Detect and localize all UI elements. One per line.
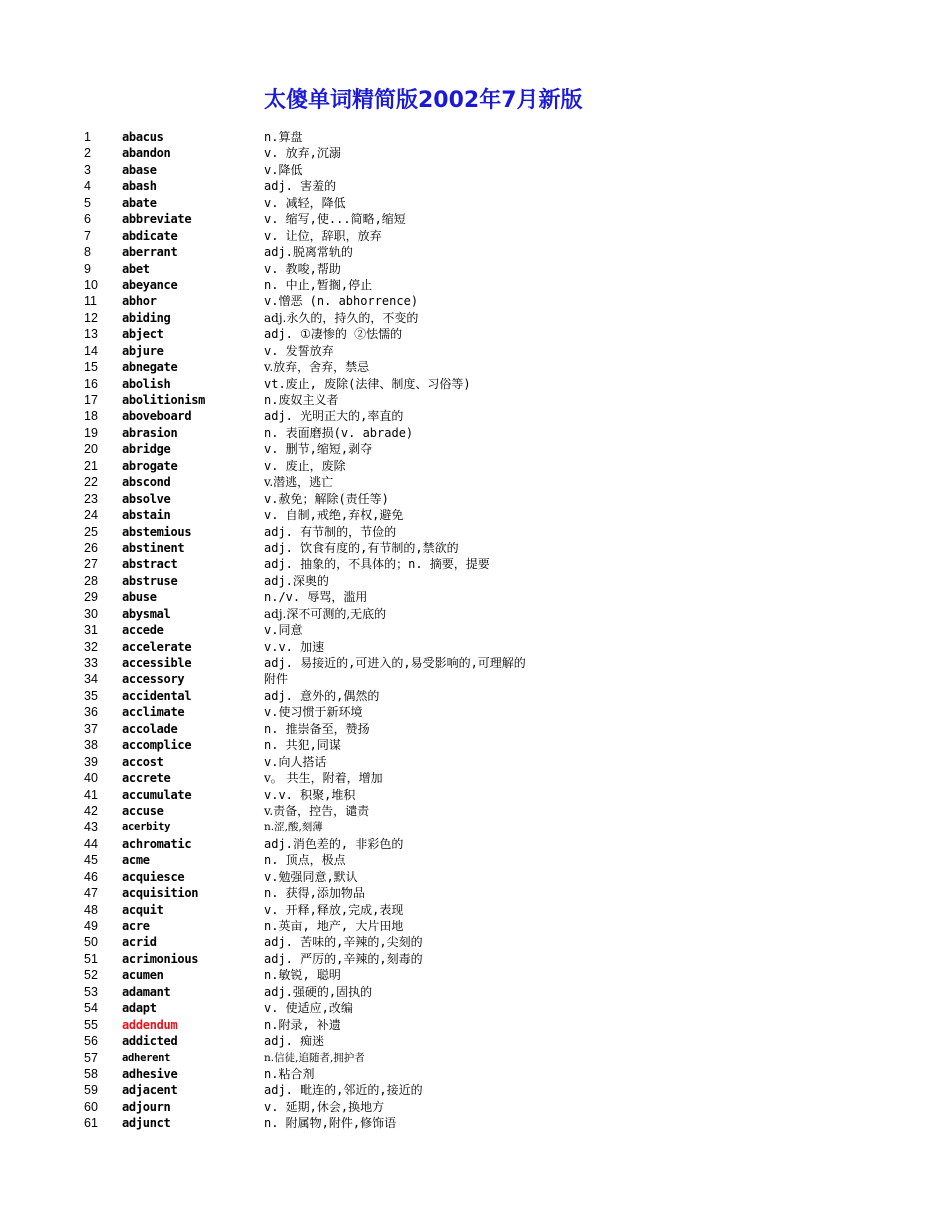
- list-item: [0, 441, 950, 457]
- list-item: [0, 556, 950, 572]
- list-item: [0, 1115, 950, 1131]
- list-item: [0, 1000, 950, 1016]
- entry-number: 36: [84, 705, 98, 720]
- entry-number: 24: [84, 508, 98, 523]
- entry-number: 32: [84, 639, 98, 654]
- list-item: [0, 540, 950, 556]
- entry-word: abiding: [122, 310, 171, 325]
- entry-number: 50: [84, 935, 98, 950]
- entry-definition: adj. 意外的,偶然的: [264, 688, 380, 703]
- list-item: [0, 392, 950, 408]
- list-item: [0, 1017, 950, 1033]
- entry-definition: n. 附属物,附件,修饰语: [264, 1116, 397, 1131]
- page-title: 太傻单词精简版2002年7月新版: [264, 88, 583, 113]
- entry-number: 31: [84, 623, 98, 638]
- entry-definition: n.敏锐, 聪明: [264, 968, 341, 983]
- list-item: [0, 984, 950, 1000]
- entry-definition: adj.永久的，持久的，不变的: [264, 310, 419, 325]
- entry-number: 27: [84, 557, 98, 572]
- entry-definition: n.废奴主义者: [264, 393, 339, 407]
- list-item: [0, 803, 950, 819]
- entry-word: abet: [122, 261, 150, 276]
- entry-number: 35: [84, 688, 98, 703]
- entry-definition: n. 中止,暂搁,停止: [264, 277, 373, 292]
- entry-word: acrid: [122, 935, 157, 950]
- entry-definition: adj.消色差的, 非彩色的: [264, 836, 404, 851]
- entry-word: abstinent: [122, 540, 185, 555]
- entry-definition: v.放弃，舍弃，禁忌: [264, 360, 370, 375]
- entry-word: accelerate: [122, 639, 192, 654]
- entry-definition: v.v. 加速: [264, 639, 325, 654]
- entry-definition: n.涩,酸,刻薄: [264, 821, 323, 834]
- entry-word: abstract: [122, 557, 178, 572]
- entry-number: 44: [84, 836, 98, 851]
- entry-definition: adj. 抽象的，不具体的；n. 摘要，提要: [264, 557, 490, 572]
- list-item: [0, 639, 950, 655]
- list-item: [0, 293, 950, 309]
- entry-word: abhor: [122, 294, 157, 309]
- list-item: [0, 1050, 950, 1066]
- entry-word: abject: [122, 327, 164, 342]
- entry-word: acme: [122, 853, 150, 868]
- entry-word: adamant: [122, 984, 171, 999]
- entry-number: 11: [84, 294, 97, 309]
- entry-word: addendum: [122, 1017, 178, 1032]
- list-item: [0, 425, 950, 441]
- entry-number: 51: [84, 951, 98, 966]
- entry-word: abstruse: [122, 573, 178, 588]
- entry-number: 41: [84, 787, 98, 802]
- entry-definition: adj. 苦味的,辛辣的,尖刻的: [264, 935, 423, 950]
- entry-word: accolade: [122, 721, 178, 736]
- list-item: [0, 754, 950, 770]
- entry-number: 48: [84, 902, 98, 917]
- entry-word: abate: [122, 195, 157, 210]
- entry-number: 55: [84, 1017, 98, 1032]
- list-item: [0, 359, 950, 375]
- entry-word: abnegate: [122, 360, 178, 375]
- list-item: [0, 408, 950, 424]
- entry-definition: v. 删节,缩短,剥夺: [264, 442, 373, 457]
- entry-number: 42: [84, 803, 98, 818]
- entry-definition: adj.强硬的,固执的: [264, 984, 373, 999]
- entry-number: 8: [84, 245, 91, 260]
- entry-number: 10: [84, 277, 98, 292]
- entry-number: 29: [84, 590, 98, 605]
- entry-number: 16: [84, 376, 98, 391]
- list-item: [0, 1099, 950, 1115]
- list-item: [0, 852, 950, 868]
- entry-number: 40: [84, 771, 98, 786]
- entry-number: 2: [84, 146, 91, 161]
- list-item: [0, 655, 950, 671]
- entry-definition: adj.深不可测的,无底的: [264, 606, 387, 621]
- entry-definition: n. 推崇备至，赞扬: [264, 721, 370, 736]
- entry-word: abbreviate: [122, 212, 192, 227]
- entry-number: 9: [84, 261, 91, 276]
- entry-definition: v. 自制,戒绝,弃权,避免: [264, 508, 404, 523]
- entry-definition: v.降低: [264, 162, 303, 177]
- entry-number: 53: [84, 984, 98, 999]
- entry-number: 17: [84, 393, 98, 407]
- list-item: [0, 704, 950, 720]
- entry-word: adherent: [122, 1051, 171, 1064]
- entry-number: 18: [84, 409, 98, 424]
- list-item: [0, 178, 950, 194]
- entry-word: adjacent: [122, 1083, 178, 1098]
- entry-number: 7: [84, 228, 91, 243]
- entry-definition: n./v. 辱骂，滥用: [264, 590, 368, 605]
- entry-word: accomplice: [122, 738, 192, 753]
- list-item: [0, 622, 950, 638]
- entry-number: 49: [84, 919, 98, 933]
- entry-definition: v. 开释,释放,完成,表现: [264, 902, 404, 917]
- entry-number: 61: [84, 1116, 98, 1131]
- entry-word: abacus: [122, 130, 164, 144]
- entry-definition: v。 共生，附着，增加: [264, 771, 383, 786]
- entry-number: 5: [84, 195, 91, 210]
- entry-definition: v.使习惯于新环境: [264, 705, 363, 720]
- list-item: [0, 277, 950, 293]
- entry-number: 34: [84, 672, 98, 687]
- entry-word: accessible: [122, 656, 192, 670]
- entry-definition: adj. 饮食有度的,有节制的,禁欲的: [264, 540, 459, 555]
- list-item: [0, 606, 950, 622]
- entry-word: abandon: [122, 146, 171, 161]
- list-item: [0, 671, 950, 687]
- entry-definition: adj. 毗连的,邻近的,接近的: [264, 1083, 423, 1098]
- entry-number: 45: [84, 853, 98, 868]
- entry-number: 28: [84, 573, 98, 588]
- list-item: [0, 918, 950, 934]
- entry-definition: n.附录, 补遗: [264, 1017, 341, 1032]
- entry-word: abrogate: [122, 458, 178, 473]
- entry-word: accost: [122, 754, 164, 769]
- entry-number: 60: [84, 1099, 98, 1114]
- entry-number: 47: [84, 886, 98, 901]
- entry-word: accumulate: [122, 787, 192, 802]
- entry-definition: 附件: [264, 672, 289, 687]
- entry-word: accessory: [122, 672, 185, 687]
- list-item: [0, 310, 950, 326]
- entry-definition: vt.废止, 废除(法律、制度、习俗等): [264, 376, 471, 391]
- entry-definition: n. 共犯,同谋: [264, 738, 341, 753]
- entry-word: acquiesce: [122, 869, 185, 884]
- entry-definition: v.向人搭话: [264, 754, 327, 769]
- entry-number: 57: [84, 1050, 98, 1065]
- list-item: [0, 902, 950, 918]
- entry-number: 38: [84, 738, 98, 753]
- entry-word: abeyance: [122, 277, 178, 292]
- entry-definition: v. 缩写,使...简略,缩短: [264, 212, 406, 227]
- entry-number: 33: [84, 656, 98, 670]
- list-item: [0, 129, 950, 145]
- entry-word: abridge: [122, 442, 171, 457]
- entry-word: abscond: [122, 475, 171, 490]
- entry-number: 39: [84, 754, 98, 769]
- entry-number: 20: [84, 442, 98, 457]
- entry-word: abolitionism: [122, 393, 206, 407]
- entry-definition: adj. 痴迷: [264, 1034, 325, 1049]
- list-item: [0, 458, 950, 474]
- entry-word: abrasion: [122, 425, 178, 440]
- entry-definition: v. 使适应,改编: [264, 1001, 353, 1016]
- entry-word: acquisition: [122, 886, 199, 901]
- list-item: [0, 507, 950, 523]
- list-item: [0, 1066, 950, 1082]
- entry-definition: v. 减轻，降低: [264, 195, 346, 210]
- list-item: [0, 737, 950, 753]
- list-item: [0, 1033, 950, 1049]
- entry-number: 21: [84, 458, 98, 473]
- entry-word: acclimate: [122, 705, 185, 720]
- entry-word: accuse: [122, 803, 164, 818]
- list-item: [0, 244, 950, 260]
- entry-number: 15: [84, 360, 98, 375]
- entry-word: acquit: [122, 902, 164, 917]
- entry-word: abash: [122, 179, 157, 194]
- entry-definition: adj. 严厉的,辛辣的,刻毒的: [264, 951, 423, 966]
- list-item: [0, 770, 950, 786]
- list-item: [0, 869, 950, 885]
- entry-number: 58: [84, 1066, 98, 1081]
- entry-number: 30: [84, 606, 98, 621]
- entry-number: 22: [84, 475, 98, 490]
- vocabulary-list: [0, 129, 950, 1132]
- list-item: [0, 376, 950, 392]
- entry-definition: v. 让位，辞职，放弃: [264, 228, 382, 243]
- entry-number: 37: [84, 721, 98, 736]
- entry-number: 23: [84, 491, 98, 506]
- entry-word: abysmal: [122, 606, 171, 621]
- entry-word: abjure: [122, 343, 164, 358]
- list-item: [0, 228, 950, 244]
- list-item: [0, 721, 950, 737]
- entry-definition: v.v. 积聚,堆积: [264, 787, 356, 802]
- entry-word: abstemious: [122, 524, 192, 539]
- entry-definition: v. 发誓放弃: [264, 343, 334, 358]
- entry-word: accrete: [122, 771, 171, 786]
- entry-definition: n. 获得,添加物品: [264, 886, 365, 901]
- entry-number: 4: [84, 179, 91, 194]
- list-item: [0, 491, 950, 507]
- entry-definition: v.潜逃，逃亡: [264, 475, 334, 490]
- entry-definition: n.信徒,追随者,拥护者: [264, 1051, 365, 1064]
- list-item: [0, 819, 950, 835]
- entry-number: 19: [84, 425, 98, 440]
- entry-definition: adj. 光明正大的,率直的: [264, 409, 404, 424]
- list-item: [0, 524, 950, 540]
- list-item: [0, 195, 950, 211]
- entry-definition: n.算盘: [264, 130, 303, 144]
- entry-definition: v. 教唆,帮助: [264, 261, 341, 276]
- entry-word: abstain: [122, 508, 171, 523]
- entry-number: 26: [84, 540, 98, 555]
- entry-word: acumen: [122, 968, 164, 983]
- entry-word: abuse: [122, 590, 157, 605]
- entry-number: 54: [84, 1001, 98, 1016]
- list-item: [0, 1082, 950, 1098]
- entry-word: adhesive: [122, 1066, 178, 1081]
- list-item: [0, 967, 950, 983]
- list-item: [0, 261, 950, 277]
- list-item: [0, 688, 950, 704]
- entry-definition: adj. 害羞的: [264, 179, 337, 194]
- list-item: [0, 589, 950, 605]
- entry-number: 12: [84, 310, 98, 325]
- list-item: [0, 934, 950, 950]
- entry-word: acerbity: [122, 821, 171, 834]
- entry-number: 43: [84, 820, 98, 835]
- entry-definition: v.责备，控告，谴责: [264, 803, 370, 818]
- entry-word: accede: [122, 623, 164, 638]
- entry-number: 1: [84, 130, 91, 144]
- entry-word: aberrant: [122, 245, 178, 260]
- entry-definition: v.赦免；解除(责任等): [264, 491, 389, 506]
- list-item: [0, 787, 950, 803]
- entry-word: aboveboard: [122, 409, 192, 424]
- list-item: [0, 951, 950, 967]
- entry-number: 14: [84, 343, 98, 358]
- entry-word: achromatic: [122, 836, 192, 851]
- entry-definition: adj. 易接近的,可进入的,易受影响的,可理解的: [264, 656, 526, 670]
- list-item: [0, 885, 950, 901]
- entry-word: adjunct: [122, 1116, 171, 1131]
- entry-word: abdicate: [122, 228, 178, 243]
- entry-definition: adj.脱离常轨的: [264, 245, 353, 260]
- list-item: [0, 573, 950, 589]
- entry-number: 3: [84, 162, 91, 177]
- entry-number: 56: [84, 1034, 98, 1049]
- entry-definition: v.同意: [264, 623, 303, 638]
- entry-word: addicted: [122, 1034, 178, 1049]
- entry-definition: v. 延期,休会,换地方: [264, 1099, 385, 1114]
- entry-word: accidental: [122, 688, 192, 703]
- entry-word: abolish: [122, 376, 171, 391]
- entry-word: acrimonious: [122, 951, 199, 966]
- entry-word: adjourn: [122, 1099, 171, 1114]
- list-item: [0, 162, 950, 178]
- list-item: [0, 145, 950, 161]
- entry-word: acre: [122, 919, 150, 933]
- entry-definition: v.勉强同意,默认: [264, 869, 358, 884]
- list-item: [0, 326, 950, 342]
- entry-definition: n.英亩, 地产, 大片田地: [264, 919, 404, 933]
- entry-word: abase: [122, 162, 157, 177]
- entry-definition: v. 放弃,沉溺: [264, 146, 341, 161]
- entry-number: 59: [84, 1083, 98, 1098]
- entry-definition: adj.深奥的: [264, 573, 329, 588]
- list-item: [0, 836, 950, 852]
- entry-definition: n. 表面磨损(v. abrade): [264, 425, 414, 440]
- entry-number: 46: [84, 869, 98, 884]
- entry-definition: adj. 有节制的，节俭的: [264, 524, 397, 539]
- entry-number: 6: [84, 212, 91, 227]
- entry-number: 25: [84, 524, 98, 539]
- entry-number: 13: [84, 327, 98, 342]
- entry-definition: n.粘合剂: [264, 1066, 315, 1081]
- entry-word: adapt: [122, 1001, 157, 1016]
- list-item: [0, 474, 950, 490]
- entry-number: 52: [84, 968, 98, 983]
- entry-word: absolve: [122, 491, 171, 506]
- list-item: [0, 343, 950, 359]
- list-item: [0, 211, 950, 227]
- entry-definition: v.憎恶 (n. abhorrence): [264, 294, 419, 309]
- entry-definition: adj. ①凄惨的 ②怯懦的: [264, 327, 403, 342]
- entry-definition: v. 废止，废除: [264, 458, 346, 473]
- entry-definition: n. 顶点，极点: [264, 853, 346, 868]
